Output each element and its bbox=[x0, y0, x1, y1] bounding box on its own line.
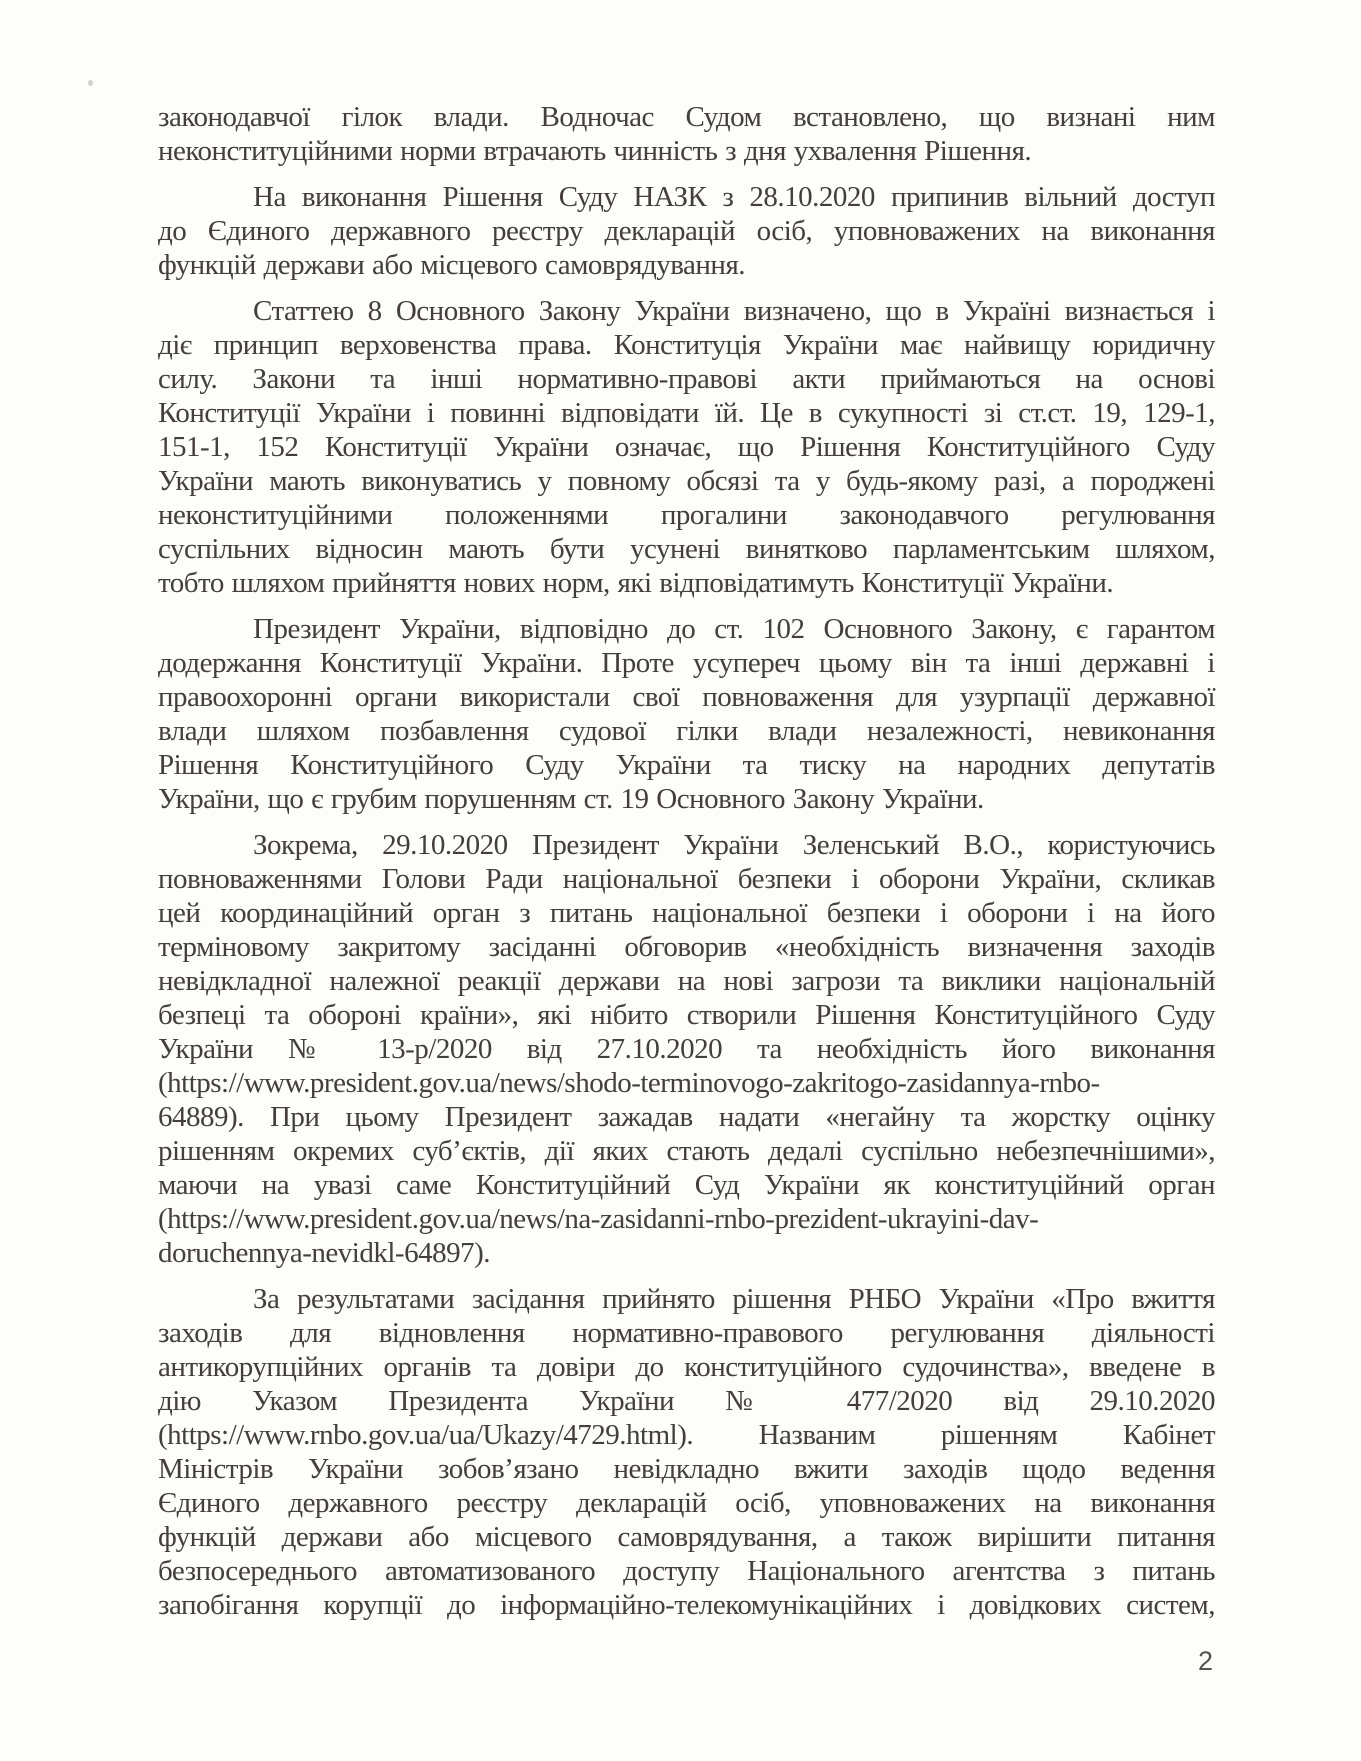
document-body bbox=[158, 100, 1215, 1634]
text-line: На виконання Рішення Суду НАЗК з 28.10.2020 припинив вільний доступ bbox=[253, 181, 1215, 213]
text-line: цей координаційний орган з питань національної безпеки і оборони і на його bbox=[158, 897, 1215, 929]
paragraph bbox=[158, 180, 1215, 282]
text-line: маючи на увазі саме Конституційний Суд України як конституційний орган bbox=[158, 1169, 1215, 1201]
page-number: 2 bbox=[1198, 1646, 1214, 1676]
text-line: (https://www.president.gov.ua/news/shodo-terminovogo-zakritogo-zasidannya-rnbo- bbox=[158, 1067, 1100, 1099]
text-line: діє принцип верховенства права. Конституція України має найвищу юридичну bbox=[158, 329, 1215, 361]
text-line: (https://www.president.gov.ua/news/na-zasidanni-rnbo-prezident-ukrayini-dav- bbox=[158, 1203, 1039, 1235]
paragraph bbox=[158, 1282, 1215, 1622]
text-line: неконституційними положеннями прогалини законодавчого регулювання bbox=[158, 499, 1215, 531]
text-line: безпеці та обороні країни», які нібито створили Рішення Конституційного Суду bbox=[158, 999, 1215, 1031]
text-line: дію Указом Президента України № 477/2020 від 29.10.2020 bbox=[158, 1385, 1215, 1417]
text-line: безпосереднього автоматизованого доступу Національного агентства з питань bbox=[158, 1555, 1215, 1587]
text-line: Єдиного державного реєстру декларацій осіб, уповноважених на виконання bbox=[158, 1487, 1215, 1519]
text-line: За результатами засідання прийнято рішення РНБО України «Про вжиття bbox=[253, 1283, 1215, 1315]
text-line: неконституційними норми втрачають чинність з дня ухвалення Рішення. bbox=[158, 135, 1032, 167]
text-line: Статтею 8 Основного Закону України визначено, що в Україні визнається і bbox=[253, 295, 1215, 327]
text-line: Президент України, відповідно до ст. 102 Основного Закону, є гарантом bbox=[253, 613, 1215, 645]
text-line: законодавчої гілок влади. Водночас Судом встановлено, що визнані ним bbox=[158, 101, 1215, 133]
text-line: невідкладної належної реакції держави на нові загрози та виклики національній bbox=[158, 965, 1215, 997]
paragraph bbox=[158, 828, 1215, 1270]
text-line: повноваженнями Голови Ради національної безпеки і оборони України, скликав bbox=[158, 863, 1215, 895]
text-line: функцій держави або місцевого самоврядування, а також вирішити питання bbox=[158, 1521, 1215, 1553]
text-line: запобігання корупції до інформаційно-телекомунікаційних і довідкових систем, bbox=[158, 1589, 1215, 1621]
text-line: (https://www.rnbo.gov.ua/ua/Ukazy/4729.html). Названим рішенням Кабінет bbox=[158, 1419, 1215, 1451]
text-line: влади шляхом позбавлення судової гілки влади незалежності, невиконання bbox=[158, 715, 1215, 747]
text-line: суспільних відносин мають бути усунені винятково парламентським шляхом, bbox=[158, 533, 1215, 565]
text-line: антикорупційних органів та довіри до конституційного судочинства», введене в bbox=[158, 1351, 1215, 1383]
paragraph bbox=[158, 100, 1215, 168]
text-line: додержання Конституції України. Проте усупереч цьому він та інші державні і bbox=[158, 647, 1215, 679]
text-line: силу. Закони та інші нормативно-правові акти приймаються на основі bbox=[158, 363, 1215, 395]
text-line: Рішення Конституційного Суду України та тиску на народних депутатів bbox=[158, 749, 1215, 781]
text-line: функцій держави або місцевого самоврядування. bbox=[158, 249, 746, 281]
text-line: doruchennya-nevidkl-64897). bbox=[158, 1237, 490, 1269]
paragraph bbox=[158, 294, 1215, 600]
text-line: України, що є грубим порушенням ст. 19 Основного Закону України. bbox=[158, 783, 984, 815]
text-line: тобто шляхом прийняття нових норм, які відповідатимуть Конституції України. bbox=[158, 567, 1114, 599]
text-line: 151-1, 152 Конституції України означає, що Рішення Конституційного Суду bbox=[158, 431, 1215, 463]
text-line: Міністрів України зобов’язано невідкладно вжити заходів щодо ведення bbox=[158, 1453, 1215, 1485]
paragraph bbox=[158, 612, 1215, 816]
text-line: терміновому закритому засіданні обговорив «необхідність визначення заходів bbox=[158, 931, 1215, 963]
text-line: заходів для відновлення нормативно-правового регулювання діяльності bbox=[158, 1317, 1215, 1349]
text-line: правоохоронні органи використали свої повноваження для узурпації державної bbox=[158, 681, 1215, 713]
text-line: до Єдиного державного реєстру декларацій осіб, уповноважених на виконання bbox=[158, 215, 1215, 247]
text-line: 64889). При цьому Президент зажадав надати «негайну та жорстку оцінку bbox=[158, 1101, 1215, 1133]
text-line: рішенням окремих суб’єктів, дії яких стають дедалі суспільно небезпечнішими», bbox=[158, 1135, 1215, 1167]
text-line: Конституції України і повинні відповідати їй. Це в сукупності зі ст.ст. 19, 129-1, bbox=[158, 397, 1215, 429]
text-line: України № 13-р/2020 від 27.10.2020 та необхідність його виконання bbox=[158, 1033, 1215, 1065]
text-line: Зокрема, 29.10.2020 Президент України Зеленський В.О., користуючись bbox=[253, 829, 1215, 861]
scan-speck bbox=[88, 80, 93, 86]
text-line: України мають виконуватись у повному обсязі та у будь-якому разі, а породжені bbox=[158, 465, 1215, 497]
